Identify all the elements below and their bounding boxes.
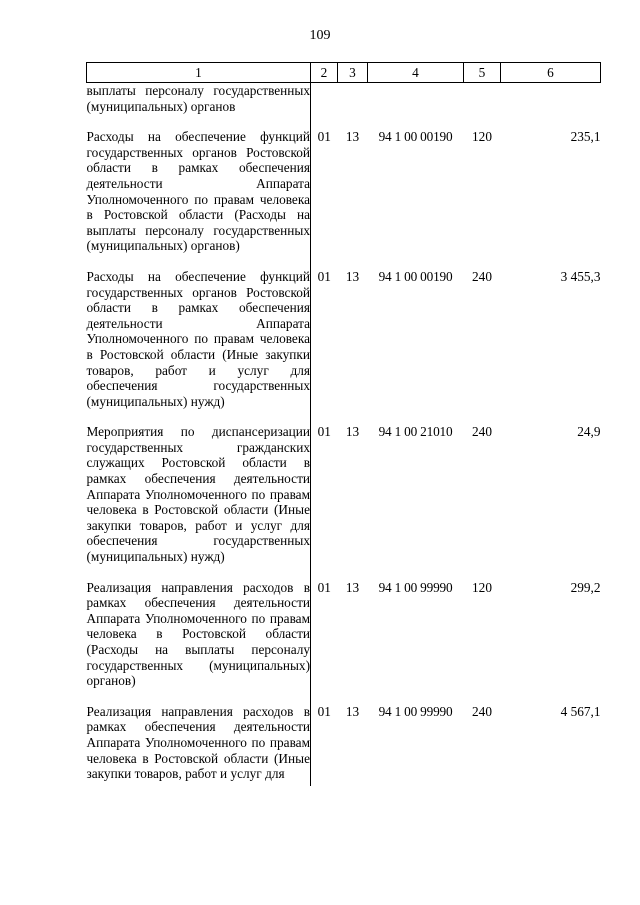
header-col-3: 3 xyxy=(338,63,368,83)
row-description: Расходы на обеспечение функций государственных органов Ростовской области в рамках обеспечения деятельности Аппарата Уполномоченного по правам человека в Ростовской области (Иные закупки товаров, работ и услуг для обеспечения государственных (муниципальных) нужд) xyxy=(87,258,311,413)
row-amount: 4 567,1 xyxy=(560,703,601,719)
header-col-2: 2 xyxy=(311,63,338,83)
row-section: 01 xyxy=(317,268,331,284)
row-subsection: 13 xyxy=(345,703,360,719)
row-expense-type: 240 xyxy=(472,703,492,719)
row-target-code: 94 1 00 99990 xyxy=(378,703,453,719)
row-expense-type: 120 xyxy=(472,129,492,145)
row-target-code: 94 1 00 00190 xyxy=(378,129,453,145)
row-target-code xyxy=(368,83,464,119)
table-row xyxy=(87,258,601,413)
row-description: Расходы на обеспечение функций государственных органов Ростовской области в рамках обеспечения деятельности Аппарата Уполномоченного по правам человека в Ростовской области (Расходы на выплаты персоналу государственных (муниципальных) органов) xyxy=(87,118,311,258)
row-section: 01 xyxy=(317,424,331,440)
row-amount: 235,1 xyxy=(570,129,601,145)
row-amount: 24,9 xyxy=(577,424,601,440)
row-expense-type: 240 xyxy=(472,268,492,284)
row-subsection: 13 xyxy=(345,579,360,595)
table-row xyxy=(87,413,601,568)
row-target-code: 94 1 00 99990 xyxy=(378,579,453,595)
row-amount: 3 455,3 xyxy=(560,268,601,284)
row-subsection: 13 xyxy=(345,129,360,145)
row-amount: 299,2 xyxy=(570,579,601,595)
row-target-code: 94 1 00 21010 xyxy=(378,424,453,440)
row-section xyxy=(311,83,338,119)
row-expense-type: 240 xyxy=(472,424,492,440)
row-section: 01 xyxy=(317,579,331,595)
page-number: 109 xyxy=(309,28,331,43)
header-col-5: 5 xyxy=(464,63,501,83)
row-amount xyxy=(501,83,601,119)
row-target-code: 94 1 00 00190 xyxy=(378,268,453,284)
row-subsection: 13 xyxy=(345,268,360,284)
table-row xyxy=(87,118,601,258)
row-section: 01 xyxy=(317,129,331,145)
row-subsection: 13 xyxy=(345,424,360,440)
table-row xyxy=(87,693,601,786)
row-description: Реализация направления расходов в рамках обеспечения деятельности Аппарата Уполномоченного по правам человека в Ростовской области (Расходы на выплаты персоналу государственных (муниципальных) органов) xyxy=(87,569,311,693)
header-col-6: 6 xyxy=(501,63,601,83)
header-col-1: 1 xyxy=(87,63,311,83)
row-description: выплаты персоналу государственных (муниципальных) органов xyxy=(87,83,311,119)
row-section: 01 xyxy=(317,703,331,719)
table-header xyxy=(87,63,601,83)
table-row xyxy=(87,83,601,119)
row-expense-type: 120 xyxy=(472,579,492,595)
budget-table xyxy=(86,62,601,786)
row-expense-type xyxy=(464,83,501,119)
table-row xyxy=(87,569,601,693)
row-description: Мероприятия по диспансеризации государственных гражданских служащих Ростовской области в рамках обеспечения деятельности Аппарата Уполномоченного по правам человека в Ростовской области (Иные закупки товаров, работ и услуг для обеспечения государственных (муниципальных) нужд) xyxy=(87,413,311,568)
row-description: Реализация направления расходов в рамках обеспечения деятельности Аппарата Уполномоченного по правам человека в Ростовской области (Иные закупки товаров, работ и услуг для xyxy=(87,693,311,786)
row-subsection xyxy=(338,83,368,119)
header-col-4: 4 xyxy=(368,63,464,83)
